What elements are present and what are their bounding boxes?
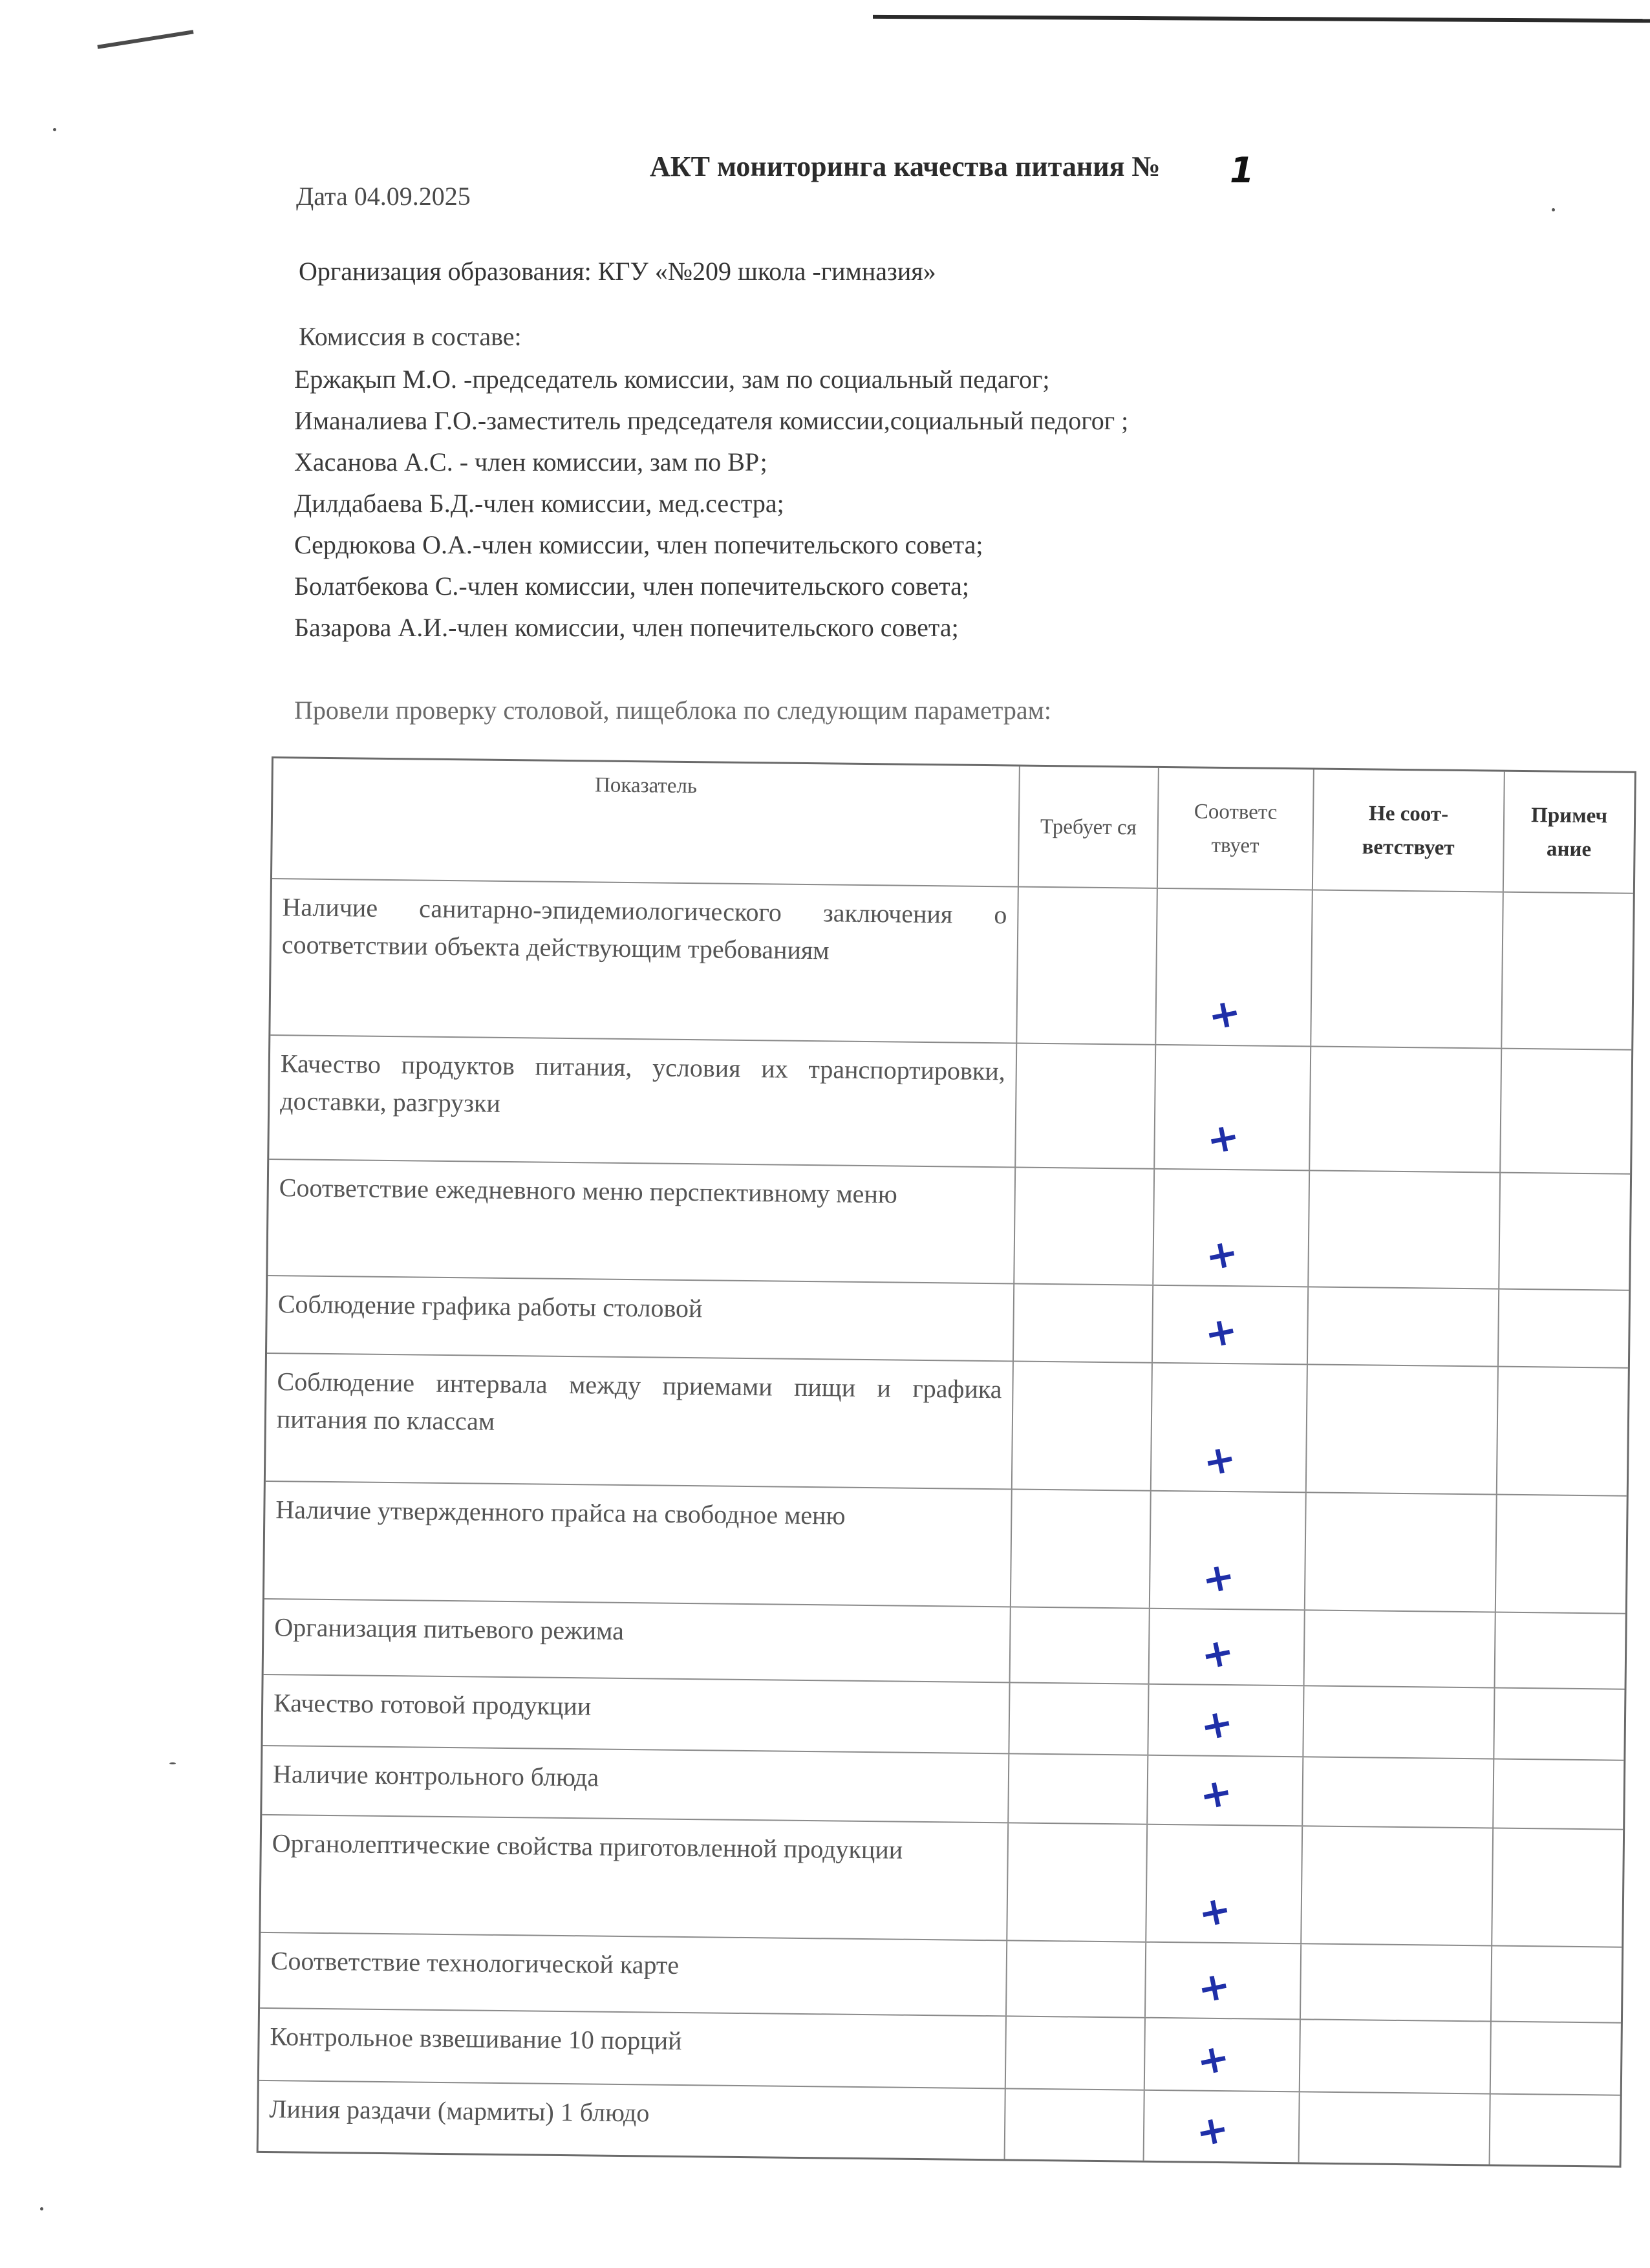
indicator-cell: Качество готовой продукции xyxy=(262,1675,1010,1753)
note-cell xyxy=(1492,1829,1623,1947)
complies-cell xyxy=(1156,889,1313,1046)
not-complies-cell xyxy=(1301,1944,1492,2020)
required-cell xyxy=(1005,2089,1145,2160)
scan-speck xyxy=(53,128,56,131)
check-mark: + xyxy=(1194,1886,1236,1938)
complies-cell xyxy=(1145,2018,1301,2091)
note-cell xyxy=(1495,1613,1625,1689)
member-line: Ержақып М.О. -председатель комиссии, зам по социальный педагог; xyxy=(294,365,1050,394)
complies-cell xyxy=(1148,1685,1304,1757)
note-cell xyxy=(1494,1689,1624,1760)
inspection-table xyxy=(257,756,1636,2168)
not-complies-cell xyxy=(1308,1287,1499,1365)
scan-speck xyxy=(169,1762,176,1764)
required-cell xyxy=(1016,1044,1156,1168)
inspection-intro: Провели проверку столовой, пищеблока по следующим параметрам: xyxy=(294,696,1051,725)
required-cell xyxy=(1007,1823,1148,1941)
table-row xyxy=(261,1815,1623,1948)
note-cell xyxy=(1502,893,1633,1049)
indicator-cell: Соответствие технологической карте xyxy=(260,1933,1007,2015)
check-mark: + xyxy=(1192,2034,1234,2086)
indicator-cell: Контрольное взвешивание 10 порций xyxy=(259,2009,1007,2088)
scan-speck xyxy=(40,2207,43,2210)
complies-cell xyxy=(1148,1756,1303,1826)
scan-edge xyxy=(873,15,1650,23)
complies-cell xyxy=(1152,1364,1308,1492)
indicator-cell: Соблюдение графика работы столовой xyxy=(267,1276,1014,1360)
header-not-complies: Не соот- ветствует xyxy=(1313,769,1505,891)
required-cell xyxy=(1012,1362,1153,1490)
indicator-cell: Организация питьевого режима xyxy=(264,1599,1011,1682)
complies-cell xyxy=(1153,1170,1310,1287)
not-complies-cell xyxy=(1303,1686,1495,1758)
check-mark: + xyxy=(1201,1229,1243,1281)
member-line: Базарова А.И.-член комиссии, член попечительского совета; xyxy=(294,613,959,642)
required-cell xyxy=(1009,1683,1149,1754)
required-cell xyxy=(1006,2017,1146,2089)
indicator-cell: Органолептические свойства приготовленной продукции xyxy=(261,1815,1009,1940)
member-line: Иманалиева Г.О.-заместитель председателя комиссии,социальный педогог ; xyxy=(294,406,1129,435)
indicator-cell: Наличие санитарно-эпидемиологического заключения о соответствии объекта действующим требованиям xyxy=(270,879,1019,1042)
note-cell xyxy=(1501,1049,1631,1173)
complies-cell xyxy=(1150,1492,1307,1610)
header-indicator: Показатель xyxy=(272,758,1020,886)
note-cell xyxy=(1499,1173,1630,1290)
document-title: АКТ мониторинга качества питания № xyxy=(650,151,1161,182)
check-mark: + xyxy=(1194,1962,1235,2013)
member-line: Сердюкова О.А.-член комиссии, член попечительского совета; xyxy=(294,530,983,559)
complies-cell xyxy=(1153,1286,1309,1364)
header-complies: Соответс твует xyxy=(1158,768,1314,890)
table-row xyxy=(269,1036,1631,1175)
complies-cell xyxy=(1146,1825,1303,1943)
note-cell xyxy=(1496,1495,1627,1613)
commission-members xyxy=(294,359,1128,648)
complies-cell xyxy=(1146,1943,1302,2019)
not-complies-cell xyxy=(1305,1493,1497,1611)
note-cell xyxy=(1499,1290,1629,1367)
indicator-cell: Линия раздачи (мармиты) 1 блюдо xyxy=(259,2081,1006,2159)
indicator-cell: Наличие утвержденного прайса на свободное меню xyxy=(264,1482,1012,1606)
not-complies-cell xyxy=(1303,1757,1494,1827)
not-complies-cell xyxy=(1300,2092,1491,2164)
indicator-cell: Соблюдение интервала между приемами пищи и графика питания по классам xyxy=(266,1354,1014,1488)
member-line: Болатбекова С.-член комиссии, член попечительского совета; xyxy=(294,572,969,601)
member-line: Дилдабаева Б.Д.-член комиссии, мед.сестра; xyxy=(294,489,784,518)
check-mark: + xyxy=(1201,1307,1242,1358)
check-mark: + xyxy=(1196,1699,1238,1751)
complies-cell xyxy=(1150,1609,1305,1685)
table-header-row xyxy=(272,758,1634,894)
handwritten-number: 1 xyxy=(1230,150,1254,191)
check-mark: + xyxy=(1203,1113,1244,1164)
not-complies-cell xyxy=(1310,1047,1502,1171)
note-cell xyxy=(1494,1760,1623,1829)
organization-line: Организация образования: КГУ «№209 школа -гимназия» xyxy=(299,257,936,286)
member-line: Хасанова А.С. - член комиссии, зам по ВР; xyxy=(294,447,767,476)
not-complies-cell xyxy=(1307,1365,1499,1493)
note-cell xyxy=(1492,1947,1622,2022)
note-cell xyxy=(1491,2022,1621,2095)
not-complies-cell xyxy=(1311,890,1504,1047)
table-row xyxy=(266,1354,1628,1497)
pen-stroke-mark xyxy=(97,30,193,48)
note-cell xyxy=(1490,2095,1620,2166)
not-complies-cell xyxy=(1309,1171,1501,1288)
indicator-cell: Наличие контрольного блюда xyxy=(262,1746,1009,1822)
indicator-cell: Соответствие ежедневного меню перспективному меню xyxy=(268,1160,1016,1283)
required-cell xyxy=(1011,1490,1152,1607)
commission-label: Комиссия в составе: xyxy=(299,322,522,351)
table-row xyxy=(259,2081,1620,2166)
check-mark: + xyxy=(1199,1435,1240,1486)
check-mark: + xyxy=(1197,1628,1238,1680)
check-mark: + xyxy=(1204,989,1245,1040)
indicator-cell: Качество продуктов питания, условия их транспортировки, доставки, разгрузки xyxy=(269,1036,1017,1166)
table-row xyxy=(267,1276,1629,1369)
check-mark: + xyxy=(1197,1552,1239,1604)
required-cell xyxy=(1007,1941,1146,2017)
required-cell xyxy=(1014,1284,1153,1362)
complies-cell xyxy=(1155,1045,1311,1170)
table-row xyxy=(264,1599,1625,1690)
required-cell xyxy=(1011,1607,1150,1683)
required-cell xyxy=(1009,1754,1148,1823)
check-mark: + xyxy=(1195,1768,1237,1820)
table-row xyxy=(264,1482,1627,1614)
check-mark: + xyxy=(1192,2105,1233,2157)
header-note: Примеч ание xyxy=(1530,803,1608,861)
not-complies-cell xyxy=(1300,2020,1492,2093)
table-row xyxy=(268,1160,1630,1291)
not-complies-cell xyxy=(1302,1826,1494,1945)
scan-speck xyxy=(1552,208,1555,211)
not-complies-cell xyxy=(1305,1610,1496,1687)
note-cell xyxy=(1497,1367,1628,1495)
complies-cell xyxy=(1144,2091,1300,2163)
required-cell xyxy=(1017,888,1158,1044)
table-row xyxy=(260,1933,1622,2024)
header-required: Требует ся xyxy=(1019,767,1159,888)
document-date: Дата 04.09.2025 xyxy=(296,182,471,211)
required-cell xyxy=(1014,1168,1155,1284)
table-row xyxy=(270,879,1633,1051)
